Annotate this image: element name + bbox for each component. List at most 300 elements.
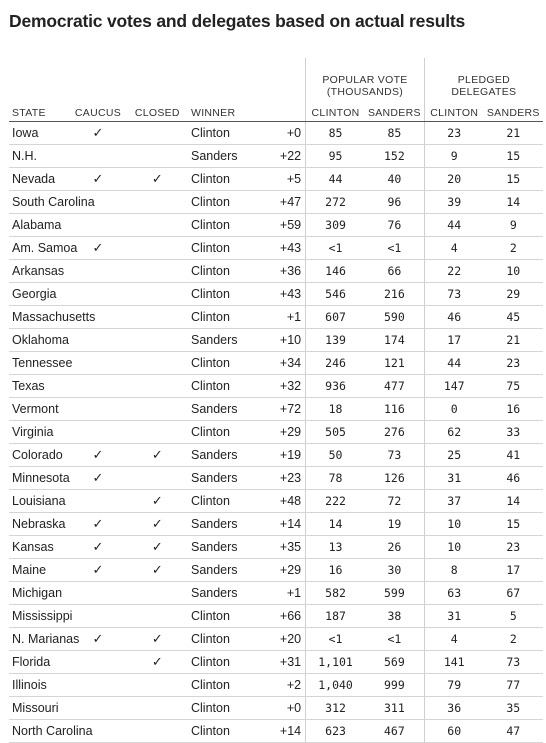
- popular-vote-clinton-cell: 272: [306, 191, 365, 214]
- delegates-clinton-cell: 63: [424, 582, 483, 605]
- closed-check-icon: ✓: [151, 516, 163, 531]
- popular-vote-group-header: [306, 58, 425, 102]
- delegates-sanders-cell: 47: [484, 720, 543, 743]
- table-row-8: [9, 283, 543, 306]
- delegates-clinton-cell: 62: [424, 421, 483, 444]
- closed-check-icon: ✓: [151, 654, 163, 669]
- winner-cell: Clinton: [187, 490, 246, 513]
- table-row-3: [9, 168, 543, 191]
- delegates-sanders-cell: 29: [484, 283, 543, 306]
- closed-cell: [128, 352, 187, 375]
- state-cell: Kansas: [9, 536, 68, 559]
- delegates-sanders-cell: 2: [484, 237, 543, 260]
- popular-vote-sanders-cell: 569: [365, 651, 424, 674]
- state-cell: Louisiana: [9, 490, 68, 513]
- closed-cell: [128, 191, 187, 214]
- popular-vote-clinton-cell: 14: [306, 513, 365, 536]
- delegates-clinton-cell: 147: [424, 375, 483, 398]
- margin-cell: +5: [246, 168, 305, 191]
- margin-cell: +20: [246, 628, 305, 651]
- delegates-sanders-cell: 41: [484, 444, 543, 467]
- popular-vote-clinton-cell: 312: [306, 697, 365, 720]
- delegates-sanders-header: SANDERS: [484, 102, 543, 122]
- table-row-15: [9, 444, 543, 467]
- closed-cell: [128, 122, 187, 145]
- caucus-check-icon: ✓: [92, 631, 104, 646]
- popular-vote-sanders-cell: 216: [365, 283, 424, 306]
- margin-cell: +35: [246, 536, 305, 559]
- delegates-sanders-cell: 23: [484, 352, 543, 375]
- margin-cell: +0: [246, 697, 305, 720]
- margin-cell: +48: [246, 490, 305, 513]
- popular-vote-sanders-cell: 121: [365, 352, 424, 375]
- delegates-sanders-cell: 23: [484, 536, 543, 559]
- popular-vote-clinton-cell: 146: [306, 260, 365, 283]
- table-row-23: [9, 628, 543, 651]
- caucus-cell: [68, 352, 127, 375]
- delegates-sanders-cell: 16: [484, 398, 543, 421]
- winner-cell: Clinton: [187, 260, 246, 283]
- winner-cell: Sanders: [187, 145, 246, 168]
- delegates-clinton-cell: 31: [424, 605, 483, 628]
- popular-vote-sanders-cell: 30: [365, 559, 424, 582]
- state-cell: Nebraska: [9, 513, 68, 536]
- closed-cell: [128, 306, 187, 329]
- delegates-clinton-cell: 39: [424, 191, 483, 214]
- popular-vote-sanders-cell: 599: [365, 582, 424, 605]
- caucus-cell: [68, 375, 127, 398]
- delegates-clinton-cell: 9: [424, 145, 483, 168]
- delegates-clinton-cell: 10: [424, 536, 483, 559]
- winner-cell: Clinton: [187, 605, 246, 628]
- closed-cell: [128, 490, 187, 513]
- delegates-sanders-cell: 15: [484, 145, 543, 168]
- delegates-sanders-cell: 33: [484, 421, 543, 444]
- margin-cell: +14: [246, 720, 305, 743]
- table-row-7: [9, 260, 543, 283]
- margin-cell: +43: [246, 237, 305, 260]
- winner-cell: Sanders: [187, 582, 246, 605]
- popular-vote-clinton-cell: 13: [306, 536, 365, 559]
- state-column-header: STATE: [9, 102, 68, 122]
- caucus-check-icon: ✓: [92, 171, 104, 186]
- delegates-sanders-cell: 21: [484, 329, 543, 352]
- delegates-sanders-cell: 46: [484, 467, 543, 490]
- caucus-cell: [68, 651, 127, 674]
- delegates-sanders-cell: 14: [484, 490, 543, 513]
- closed-cell: [128, 513, 187, 536]
- popular-vote-clinton-cell: 1,101: [306, 651, 365, 674]
- pledged-delegates-group-label: PLEDGED DELEGATES: [451, 74, 517, 98]
- closed-cell: [128, 605, 187, 628]
- table-row-11: [9, 352, 543, 375]
- caucus-check-icon: ✓: [92, 240, 104, 255]
- margin-cell: +43: [246, 283, 305, 306]
- closed-cell: [128, 145, 187, 168]
- popular-vote-sanders-cell: 126: [365, 467, 424, 490]
- popular-vote-sanders-cell: <1: [365, 237, 424, 260]
- margin-cell: +23: [246, 467, 305, 490]
- pledged-delegates-group-header: [424, 58, 543, 102]
- margin-cell: +59: [246, 214, 305, 237]
- winner-cell: Clinton: [187, 237, 246, 260]
- popular-vote-sanders-cell: 40: [365, 168, 424, 191]
- table-row-26: [9, 697, 543, 720]
- delegates-clinton-cell: 4: [424, 237, 483, 260]
- closed-cell: [128, 168, 187, 191]
- table-row-13: [9, 398, 543, 421]
- delegates-clinton-cell: 17: [424, 329, 483, 352]
- state-cell: Mississippi: [9, 605, 68, 628]
- closed-check-icon: ✓: [151, 562, 163, 577]
- popular-vote-sanders-cell: 73: [365, 444, 424, 467]
- closed-cell: [128, 283, 187, 306]
- delegates-sanders-cell: 35: [484, 697, 543, 720]
- delegates-clinton-cell: 60: [424, 720, 483, 743]
- table-row-25: [9, 674, 543, 697]
- state-cell: Massachusetts: [9, 306, 68, 329]
- table-row-27: [9, 720, 543, 743]
- closed-cell: [128, 651, 187, 674]
- popular-vote-clinton-cell: 505: [306, 421, 365, 444]
- delegates-sanders-cell: 9: [484, 214, 543, 237]
- popular-vote-clinton-cell: 1,040: [306, 674, 365, 697]
- caucus-cell: [68, 559, 127, 582]
- margin-cell: +36: [246, 260, 305, 283]
- caucus-cell: [68, 513, 127, 536]
- delegates-sanders-cell: 21: [484, 122, 543, 145]
- caucus-cell: [68, 536, 127, 559]
- closed-check-icon: ✓: [151, 447, 163, 462]
- delegates-clinton-cell: 20: [424, 168, 483, 191]
- table-row-12: [9, 375, 543, 398]
- winner-cell: Sanders: [187, 329, 246, 352]
- popular-vote-clinton-cell: 582: [306, 582, 365, 605]
- winner-cell: Clinton: [187, 306, 246, 329]
- popular-vote-clinton-cell: 607: [306, 306, 365, 329]
- table-row-21: [9, 582, 543, 605]
- margin-cell: +2: [246, 674, 305, 697]
- winner-cell: Clinton: [187, 214, 246, 237]
- winner-cell: Clinton: [187, 674, 246, 697]
- winner-cell: Clinton: [187, 122, 246, 145]
- delegates-sanders-cell: 73: [484, 651, 543, 674]
- popular-vote-clinton-cell: 546: [306, 283, 365, 306]
- group-header-row: [9, 58, 543, 102]
- margin-cell: +10: [246, 329, 305, 352]
- table-row-4: [9, 191, 543, 214]
- delegates-clinton-cell: 46: [424, 306, 483, 329]
- winner-cell: Clinton: [187, 168, 246, 191]
- winner-cell: Clinton: [187, 283, 246, 306]
- popular-vote-sanders-header: SANDERS: [365, 102, 424, 122]
- state-cell: Vermont: [9, 398, 68, 421]
- delegates-clinton-cell: 141: [424, 651, 483, 674]
- winner-cell: Clinton: [187, 375, 246, 398]
- popular-vote-clinton-cell: 187: [306, 605, 365, 628]
- caucus-cell: [68, 329, 127, 352]
- closed-cell: [128, 237, 187, 260]
- closed-cell: [128, 467, 187, 490]
- delegates-clinton-cell: 23: [424, 122, 483, 145]
- delegates-sanders-cell: 15: [484, 513, 543, 536]
- popular-vote-clinton-cell: 85: [306, 122, 365, 145]
- closed-column-header: CLOSED: [128, 102, 187, 122]
- margin-cell: +66: [246, 605, 305, 628]
- margin-cell: +1: [246, 582, 305, 605]
- popular-vote-sanders-cell: 66: [365, 260, 424, 283]
- table-row-1: [9, 122, 543, 145]
- caucus-cell: [68, 421, 127, 444]
- margin-cell: +34: [246, 352, 305, 375]
- delegates-clinton-cell: 0: [424, 398, 483, 421]
- table-row-20: [9, 559, 543, 582]
- delegates-clinton-cell: 79: [424, 674, 483, 697]
- closed-cell: [128, 214, 187, 237]
- winner-cell: Clinton: [187, 628, 246, 651]
- state-cell: Colorado: [9, 444, 68, 467]
- popular-vote-clinton-cell: 309: [306, 214, 365, 237]
- popular-vote-sanders-cell: 96: [365, 191, 424, 214]
- caucus-cell: [68, 122, 127, 145]
- group-header-spacer: [9, 58, 306, 102]
- caucus-check-icon: ✓: [92, 470, 104, 485]
- caucus-cell: [68, 214, 127, 237]
- caucus-check-icon: ✓: [92, 125, 104, 140]
- winner-cell: Clinton: [187, 697, 246, 720]
- popular-vote-clinton-cell: 95: [306, 145, 365, 168]
- popular-vote-clinton-cell: 44: [306, 168, 365, 191]
- closed-cell: [128, 375, 187, 398]
- closed-check-icon: ✓: [151, 493, 163, 508]
- closed-cell: [128, 444, 187, 467]
- popular-vote-sanders-cell: 590: [365, 306, 424, 329]
- caucus-cell: [68, 444, 127, 467]
- winner-column-header: WINNER: [187, 102, 246, 122]
- popular-vote-clinton-cell: <1: [306, 237, 365, 260]
- closed-cell: [128, 582, 187, 605]
- delegates-sanders-cell: 5: [484, 605, 543, 628]
- caucus-check-icon: ✓: [92, 562, 104, 577]
- margin-cell: +19: [246, 444, 305, 467]
- popular-vote-sanders-cell: 85: [365, 122, 424, 145]
- winner-cell: Sanders: [187, 467, 246, 490]
- state-cell: Iowa: [9, 122, 68, 145]
- popular-vote-clinton-cell: 246: [306, 352, 365, 375]
- state-cell: North Carolina: [9, 720, 68, 743]
- caucus-cell: [68, 490, 127, 513]
- margin-cell: +31: [246, 651, 305, 674]
- caucus-cell: [68, 260, 127, 283]
- page-title: Democratic votes and delegates based on actual results: [9, 11, 466, 31]
- state-cell: N. Marianas: [9, 628, 68, 651]
- closed-cell: [128, 398, 187, 421]
- state-cell: Georgia: [9, 283, 68, 306]
- winner-cell: Clinton: [187, 352, 246, 375]
- popular-vote-clinton-header: CLINTON: [306, 102, 365, 122]
- margin-cell: +32: [246, 375, 305, 398]
- state-cell: Arkansas: [9, 260, 68, 283]
- delegates-sanders-cell: 2: [484, 628, 543, 651]
- caucus-cell: [68, 237, 127, 260]
- caucus-cell: [68, 283, 127, 306]
- popular-vote-clinton-cell: 936: [306, 375, 365, 398]
- closed-cell: [128, 536, 187, 559]
- caucus-cell: [68, 467, 127, 490]
- margin-cell: +72: [246, 398, 305, 421]
- state-cell: Nevada: [9, 168, 68, 191]
- delegates-sanders-cell: 75: [484, 375, 543, 398]
- popular-vote-sanders-cell: 152: [365, 145, 424, 168]
- popular-vote-group-label: POPULAR VOTE (THOUSANDS): [322, 74, 408, 98]
- table-row-6: [9, 237, 543, 260]
- closed-check-icon: ✓: [151, 631, 163, 646]
- delegates-clinton-cell: 44: [424, 214, 483, 237]
- results-table: [9, 58, 543, 743]
- table-row-14: [9, 421, 543, 444]
- delegates-clinton-cell: 44: [424, 352, 483, 375]
- caucus-check-icon: ✓: [92, 516, 104, 531]
- caucus-cell: [68, 697, 127, 720]
- state-cell: Virginia: [9, 421, 68, 444]
- margin-cell: +1: [246, 306, 305, 329]
- delegates-sanders-cell: 15: [484, 168, 543, 191]
- caucus-cell: [68, 720, 127, 743]
- closed-cell: [128, 697, 187, 720]
- popular-vote-sanders-cell: <1: [365, 628, 424, 651]
- results-table-body: [9, 122, 543, 743]
- winner-cell: Sanders: [187, 444, 246, 467]
- caucus-cell: [68, 582, 127, 605]
- delegates-clinton-cell: 22: [424, 260, 483, 283]
- popular-vote-clinton-cell: 18: [306, 398, 365, 421]
- winner-cell: Sanders: [187, 513, 246, 536]
- state-cell: Oklahoma: [9, 329, 68, 352]
- popular-vote-clinton-cell: 623: [306, 720, 365, 743]
- popular-vote-sanders-cell: 38: [365, 605, 424, 628]
- winner-cell: Sanders: [187, 536, 246, 559]
- closed-cell: [128, 674, 187, 697]
- margin-cell: +0: [246, 122, 305, 145]
- closed-check-icon: ✓: [151, 539, 163, 554]
- winner-cell: Sanders: [187, 398, 246, 421]
- margin-cell: +29: [246, 559, 305, 582]
- popular-vote-sanders-cell: 999: [365, 674, 424, 697]
- state-cell: Missouri: [9, 697, 68, 720]
- winner-cell: Clinton: [187, 720, 246, 743]
- table-row-17: [9, 490, 543, 513]
- closed-cell: [128, 559, 187, 582]
- margin-cell: +22: [246, 145, 305, 168]
- caucus-check-icon: ✓: [92, 539, 104, 554]
- state-cell: South Carolina: [9, 191, 68, 214]
- popular-vote-clinton-cell: 50: [306, 444, 365, 467]
- popular-vote-sanders-cell: 477: [365, 375, 424, 398]
- winner-cell: Sanders: [187, 559, 246, 582]
- delegates-clinton-cell: 4: [424, 628, 483, 651]
- winner-cell: Clinton: [187, 651, 246, 674]
- popular-vote-sanders-cell: 174: [365, 329, 424, 352]
- table-row-24: [9, 651, 543, 674]
- state-cell: Alabama: [9, 214, 68, 237]
- closed-cell: [128, 260, 187, 283]
- popular-vote-clinton-cell: 139: [306, 329, 365, 352]
- table-row-18: [9, 513, 543, 536]
- caucus-check-icon: ✓: [92, 447, 104, 462]
- delegates-clinton-cell: 36: [424, 697, 483, 720]
- margin-cell: +14: [246, 513, 305, 536]
- popular-vote-sanders-cell: 276: [365, 421, 424, 444]
- table-row-16: [9, 467, 543, 490]
- delegates-sanders-cell: 17: [484, 559, 543, 582]
- state-cell: Illinois: [9, 674, 68, 697]
- state-cell: Michigan: [9, 582, 68, 605]
- state-cell: N.H.: [9, 145, 68, 168]
- popular-vote-clinton-cell: 78: [306, 467, 365, 490]
- delegates-clinton-header: CLINTON: [424, 102, 483, 122]
- caucus-cell: [68, 605, 127, 628]
- state-cell: Texas: [9, 375, 68, 398]
- delegates-sanders-cell: 14: [484, 191, 543, 214]
- popular-vote-sanders-cell: 26: [365, 536, 424, 559]
- closed-cell: [128, 329, 187, 352]
- delegates-clinton-cell: 37: [424, 490, 483, 513]
- winner-cell: Clinton: [187, 191, 246, 214]
- popular-vote-sanders-cell: 116: [365, 398, 424, 421]
- state-cell: Maine: [9, 559, 68, 582]
- delegates-sanders-cell: 10: [484, 260, 543, 283]
- caucus-cell: [68, 398, 127, 421]
- margin-column-header: [246, 102, 305, 122]
- caucus-cell: [68, 674, 127, 697]
- state-cell: Florida: [9, 651, 68, 674]
- caucus-cell: [68, 145, 127, 168]
- delegates-clinton-cell: 31: [424, 467, 483, 490]
- delegates-sanders-cell: 67: [484, 582, 543, 605]
- table-row-22: [9, 605, 543, 628]
- closed-cell: [128, 421, 187, 444]
- closed-cell: [128, 720, 187, 743]
- delegates-clinton-cell: 10: [424, 513, 483, 536]
- table-row-10: [9, 329, 543, 352]
- table-row-5: [9, 214, 543, 237]
- caucus-cell: [68, 168, 127, 191]
- table-row-9: [9, 306, 543, 329]
- delegates-sanders-cell: 45: [484, 306, 543, 329]
- state-cell: Tennessee: [9, 352, 68, 375]
- popular-vote-clinton-cell: 16: [306, 559, 365, 582]
- table-row-2: [9, 145, 543, 168]
- state-cell: Minnesota: [9, 467, 68, 490]
- popular-vote-sanders-cell: 72: [365, 490, 424, 513]
- closed-cell: [128, 628, 187, 651]
- margin-cell: +47: [246, 191, 305, 214]
- state-cell: Am. Samoa: [9, 237, 68, 260]
- table-row-19: [9, 536, 543, 559]
- column-header-row: [9, 102, 543, 122]
- margin-cell: +29: [246, 421, 305, 444]
- winner-cell: Clinton: [187, 421, 246, 444]
- popular-vote-sanders-cell: 311: [365, 697, 424, 720]
- delegates-sanders-cell: 77: [484, 674, 543, 697]
- delegates-clinton-cell: 25: [424, 444, 483, 467]
- caucus-column-header: CAUCUS: [68, 102, 127, 122]
- popular-vote-clinton-cell: <1: [306, 628, 365, 651]
- delegates-clinton-cell: 73: [424, 283, 483, 306]
- popular-vote-sanders-cell: 19: [365, 513, 424, 536]
- popular-vote-clinton-cell: 222: [306, 490, 365, 513]
- delegates-clinton-cell: 8: [424, 559, 483, 582]
